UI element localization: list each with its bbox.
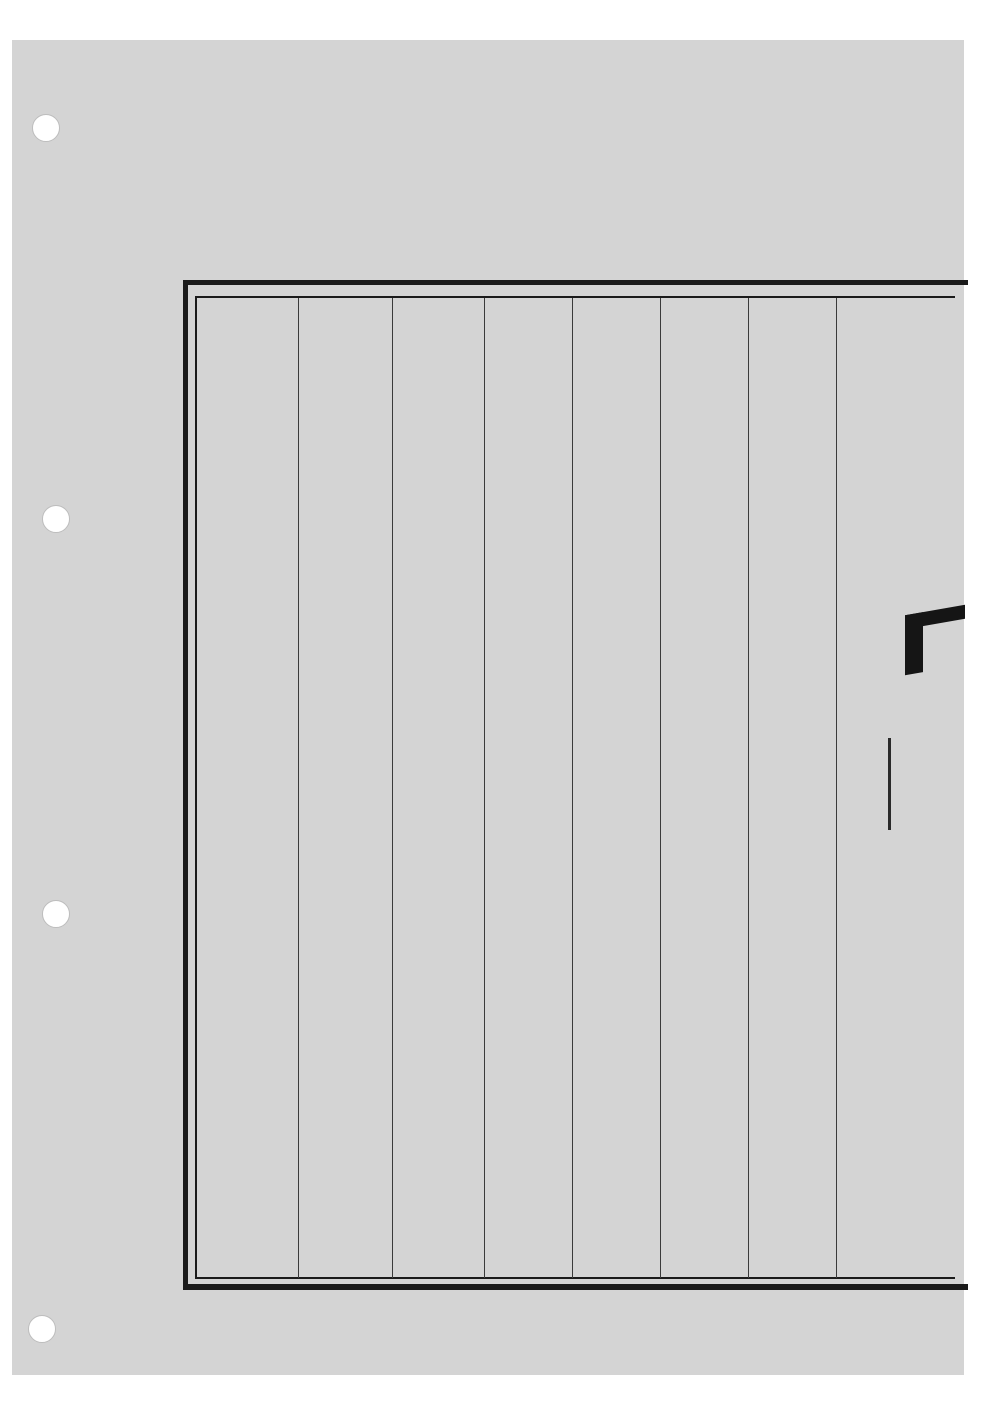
scan-margin xyxy=(968,40,992,1375)
column-rule xyxy=(298,298,299,1278)
page-inner-border xyxy=(195,296,955,1279)
column-rule xyxy=(392,298,393,1278)
column-rule xyxy=(836,298,837,1278)
column-rule xyxy=(660,298,661,1278)
column-separator xyxy=(888,738,891,830)
page-corner-ornament xyxy=(905,605,965,676)
column-rule xyxy=(748,298,749,1278)
column-rule xyxy=(484,298,485,1278)
binder-hole-icon xyxy=(42,900,70,928)
binder-hole-icon xyxy=(42,505,70,533)
binder-hole-icon xyxy=(28,1315,56,1343)
binder-hole-icon xyxy=(32,114,60,142)
column-rule xyxy=(572,298,573,1278)
